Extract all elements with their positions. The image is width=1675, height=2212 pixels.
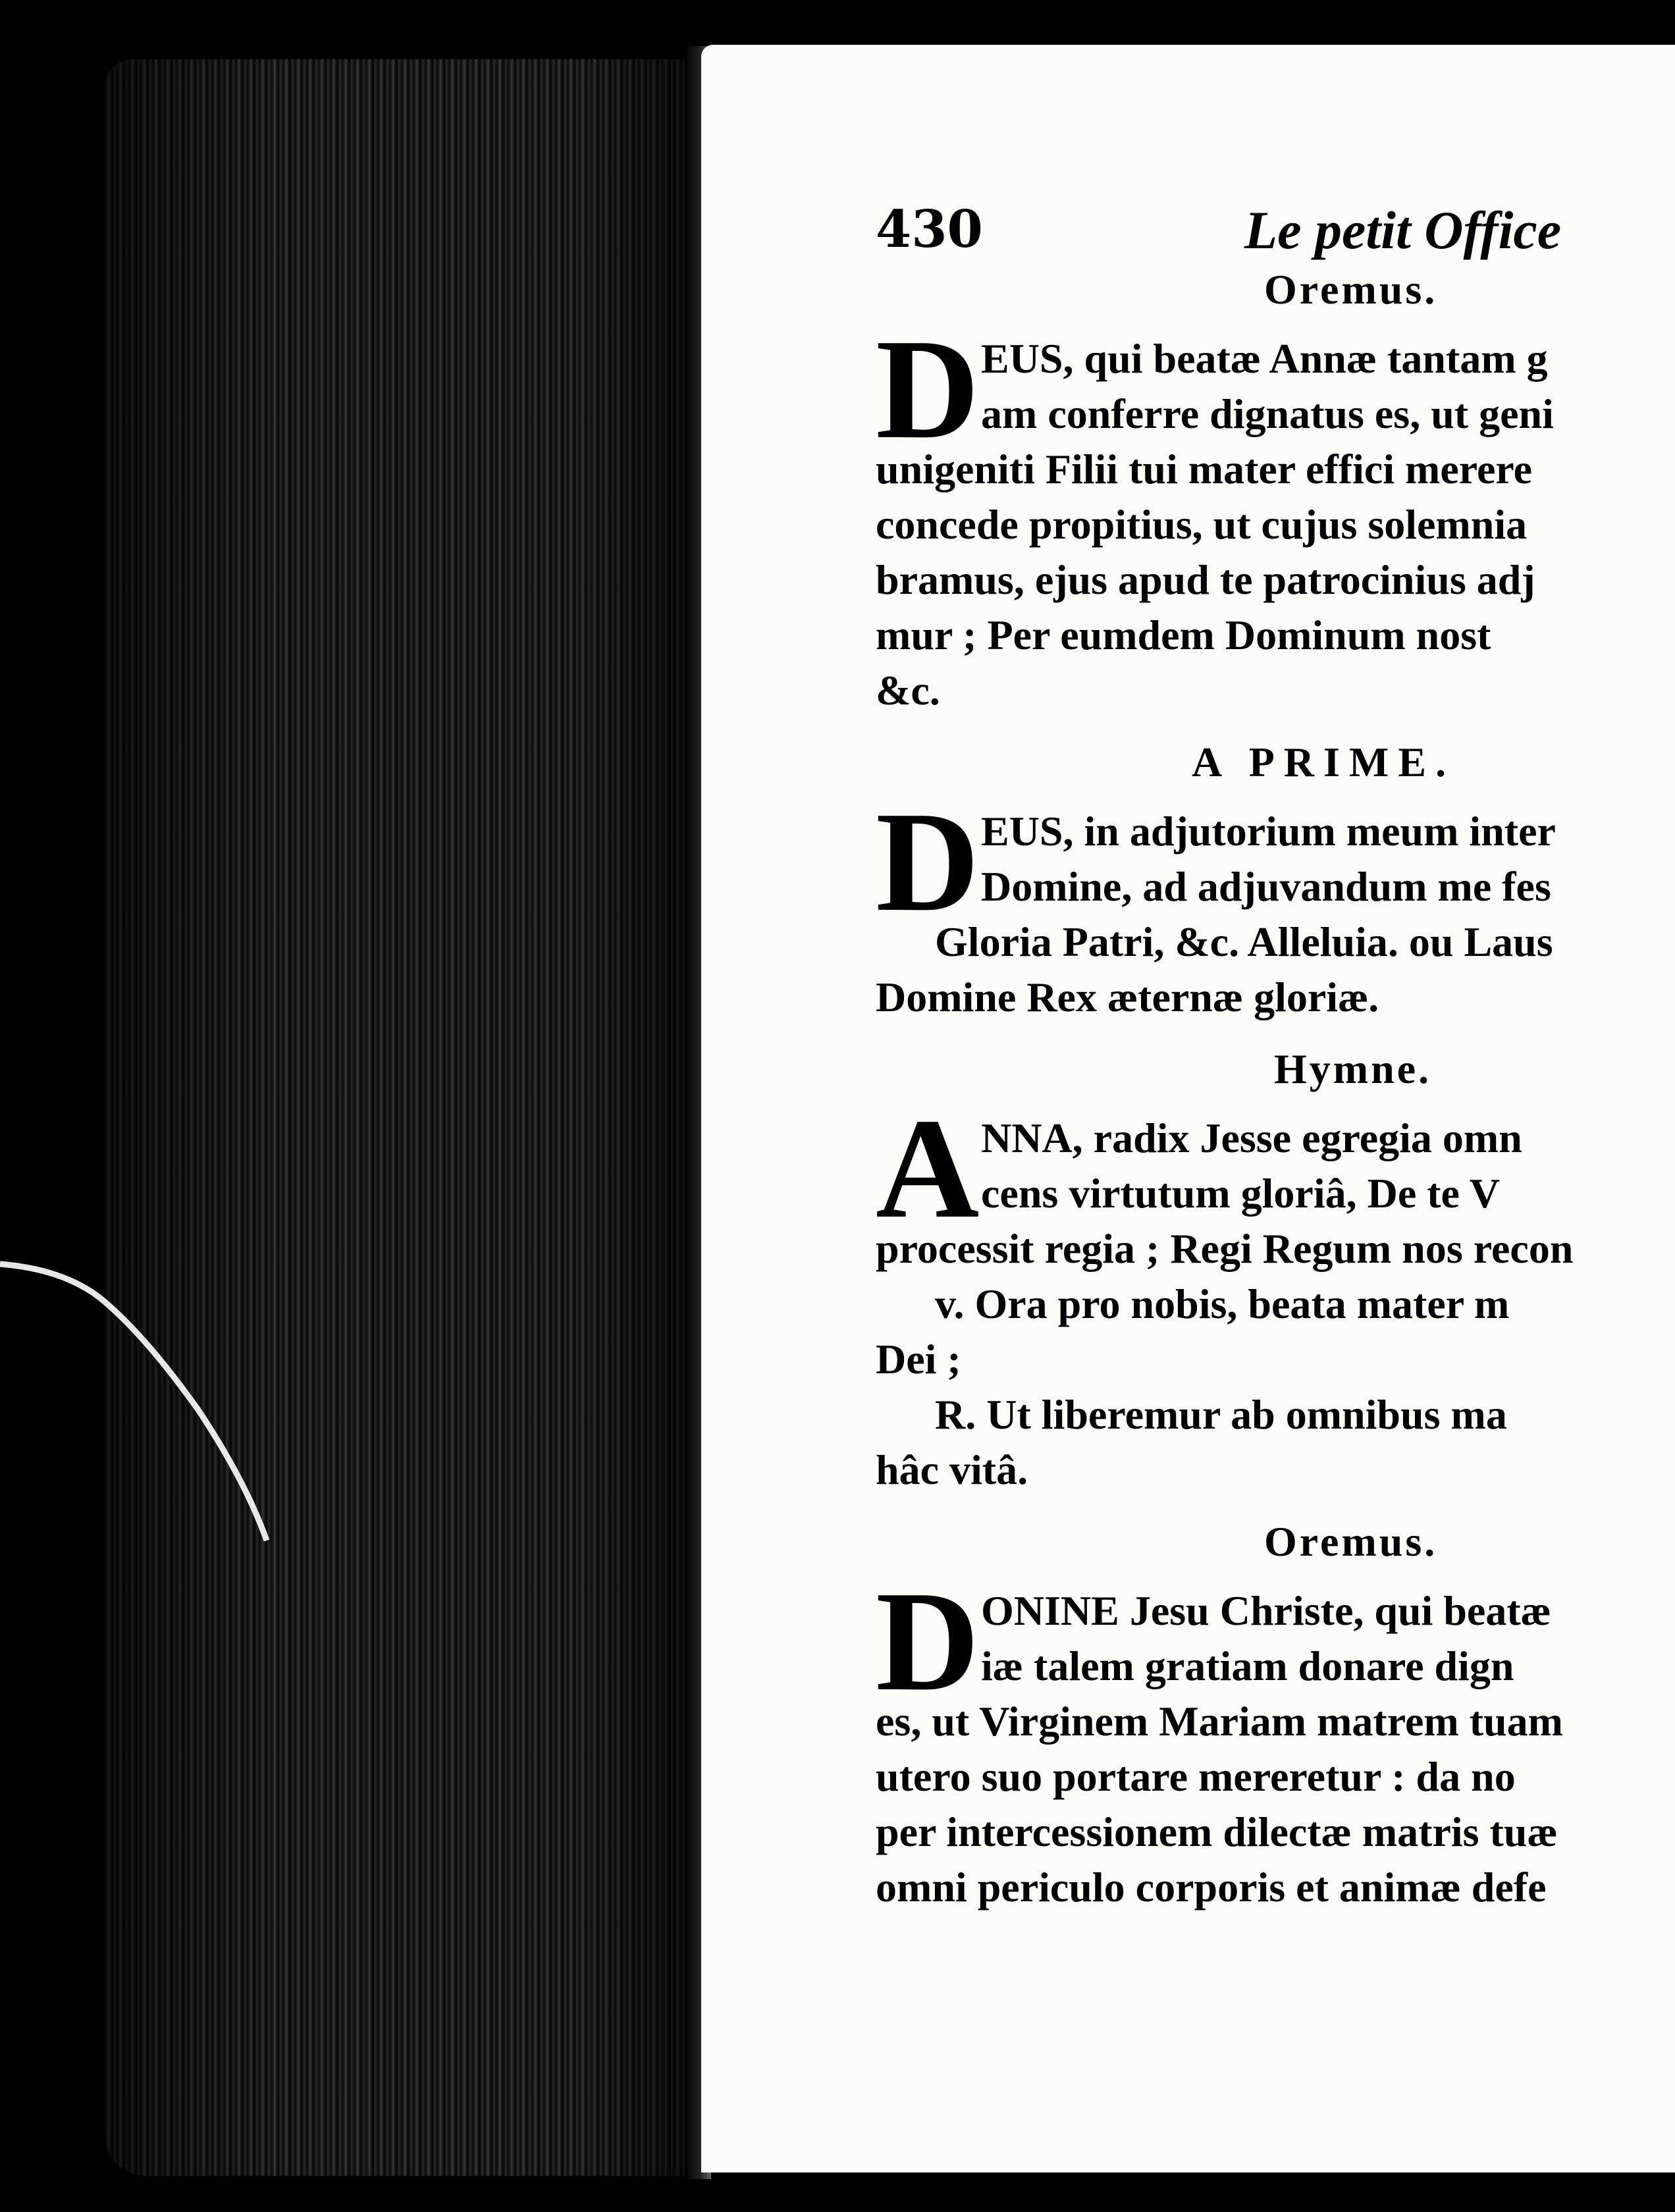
text-line: Domine Rex æternæ gloriæ.	[876, 974, 1379, 1020]
prayer-oremus-2	[876, 1562, 1675, 1915]
text-line: bramus, ejus apud te patrocinius adj	[876, 556, 1535, 603]
text-line: am conferre dignatus es, ut geni	[981, 390, 1554, 437]
drop-cap: D	[876, 310, 980, 469]
text-line: concede propitius, ut cujus solemnia	[876, 501, 1528, 548]
text-line: &c.	[876, 667, 940, 714]
text-line: v. Ora pro nobis, beata mater m	[935, 1280, 1510, 1327]
running-title: Le petit Office	[1244, 200, 1562, 260]
text-line: utero suo portare mereretur : da no	[876, 1753, 1516, 1800]
book-page	[701, 45, 1675, 2172]
hymn-text	[876, 1090, 1675, 1498]
thread-bookmark	[0, 1251, 290, 1554]
heading-a-prime: A PRIME.	[1192, 739, 1455, 785]
text-line: Gloria Patri, &c. Alleluia. ou Laus	[935, 918, 1553, 965]
text-line: Dei ;	[876, 1336, 961, 1382]
text-line: iæ talem gratiam donare dign	[981, 1643, 1514, 1689]
text-line: ONINE Jesu Christe, qui beatæ	[981, 1587, 1551, 1634]
prayer-a-prime	[876, 783, 1675, 1025]
text-line: mur ; Per eumdem Dominum nost	[876, 612, 1491, 658]
text-line: processit regia ; Regi Regum nos recon	[876, 1225, 1574, 1272]
heading-oremus-2: Oremus.	[1264, 1518, 1438, 1565]
heading-hymne: Hymne.	[1274, 1045, 1432, 1092]
text-line: omni periculo corporis et animæ defe	[876, 1864, 1547, 1910]
heading-oremus-1: Oremus.	[1264, 266, 1438, 313]
text-line: EUS, in adjutorium meum inter	[981, 808, 1556, 855]
text-line: hâc vitâ.	[876, 1446, 1028, 1493]
text-line: NNA, radix Jesse egregia omn	[981, 1115, 1522, 1161]
text-line: per intercessionem dilectæ matris tuæ	[876, 1808, 1558, 1855]
text-line: Domine, ad adjuvandum me fes	[981, 863, 1551, 910]
text-line: es, ut Virginem Mariam matrem tuam	[876, 1698, 1563, 1745]
book-fore-edge	[105, 59, 698, 2176]
text-line: EUS, qui beatæ Annæ tantam g	[981, 335, 1548, 382]
text-line: unigeniti Filii tui mater effici merere	[876, 446, 1533, 492]
page-number: 430	[876, 199, 983, 259]
drop-cap: D	[876, 783, 980, 941]
drop-cap: D	[876, 1562, 980, 1721]
running-header	[876, 199, 1675, 285]
text-line: R. Ut liberemur ab omnibus ma	[935, 1391, 1507, 1438]
drop-cap: A	[876, 1090, 980, 1248]
text-line: cens virtutum gloriâ, De te V	[981, 1170, 1500, 1217]
page-content	[876, 199, 1675, 1935]
prayer-oremus-1	[876, 310, 1675, 718]
